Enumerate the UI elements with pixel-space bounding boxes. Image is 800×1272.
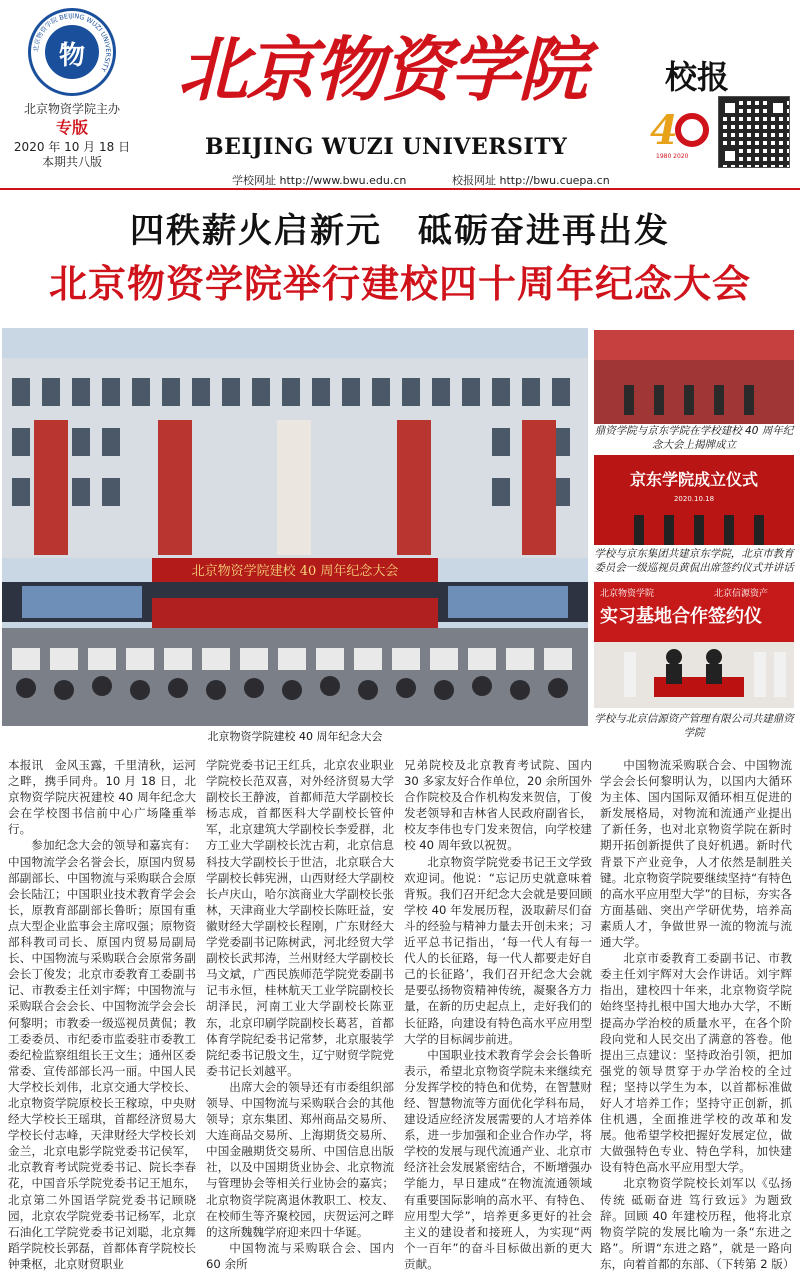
paragraph: 北京物资学院校长刘军以《弘扬传统 砥砺奋进 笃行致远》为题致辞。回顾 40 年建校历程，他将北京物资学院的发展比喻为一条“东进之路”。所谓“东进之路”，就是一路向东，向着首都的东部、（下转第 2 版）	[600, 1176, 795, 1271]
main-headline: 北京物资学院举行建校四十周年纪念大会	[48, 261, 751, 306]
side-photo-3	[594, 582, 794, 708]
paragraph: 兄弟院校及北京教育考试院、国内 30 多家友好合作单位，20 余所国外合作院校及合作机构发来贺信，丁俊发老领导和吉林省人民政府副省长，校友李伟也专门发来贺信，向学校建校 40 周年致以祝贺。	[404, 758, 592, 853]
article-col-1	[8, 757, 196, 1272]
main-photo	[2, 328, 588, 726]
issue-date: 2020 年 10 月 18 日	[13, 140, 131, 154]
school-website[interactable]: 学校网址 http://www.bwu.edu.cn	[232, 174, 407, 187]
svg-text:北京物资学院建校 40 周年纪念大会: 北京物资学院建校 40 周年纪念大会	[191, 564, 399, 579]
article-col-3	[404, 757, 592, 1272]
school-logo	[28, 8, 116, 96]
side-photo-1-caption: 鼎资学院与京东学院在学校建校 40 周年纪念大会上揭牌成立	[594, 425, 794, 451]
svg-text:1980 2020: 1980 2020	[656, 153, 689, 160]
paragraph: 中国物流与采购联合会、国内 60 余所	[206, 1240, 394, 1271]
article-col-4	[600, 757, 795, 1272]
edition-label: 专版	[55, 118, 88, 137]
svg-text:京东学院成立仪式: 京东学院成立仪式	[629, 470, 759, 489]
side-photo-3-caption: 学校与北京信源资产管理有限公司共建鼎资学院	[594, 713, 794, 739]
logo-mark-icon: 物	[59, 41, 86, 71]
svg-text:2020.10.18: 2020.10.18	[673, 495, 715, 503]
masthead-english: BEIJING WUZI UNIVERSITY	[205, 134, 568, 160]
paragraph: 学院党委书记王红兵，北京农业职业学院校长范双喜，对外经济贸易大学副校长王静波，首都师范大学副校长杨志成，首都医科大学副校长管仲军，北京建筑大学副校长李爱群，北方工业大学副校长沈古莉，北京信息科技大学副校长于世洁，北京联合大学副校长韩宪洲，山西财经大学副校长卢庆山，哈尔滨商业大学副校长张林，天津商业大学副校长陈旺益，安徽财经大学副校长程刚，广东财经大学党委副书记陈树武，河北经贸大学副校长武邦涛，兰州财经大学副校长马文斌，广西民族师范学院党委副书记韦永恒，桂林航天工业学院副校长胡泽民，河南工业大学副校长陈亚东，北京印刷学院副校长葛茗，首都体育学院纪委书记常梦，北京服装学院纪委书记殷文生，辽宁财贸学院党委书记长刘越平。	[206, 758, 394, 1078]
qr-code-icon	[718, 96, 790, 168]
sponsor-line: 北京物资学院主办	[23, 102, 120, 116]
svg-text:实习基地合作签约仪: 实习基地合作签约仪	[600, 606, 762, 627]
svg-text:北京信源资产: 北京信源资产	[714, 589, 769, 599]
svg-text:4: 4	[650, 107, 678, 154]
side-photo-2	[594, 455, 794, 545]
paragraph: 本报讯 金风玉露，千里清秋，运河之畔，携手同舟。10 月 18 日，北京物资学院庆祝建校 40 周年纪念大会在学校图书信前中心广场隆重举行。	[8, 758, 196, 837]
main-photo-caption: 北京物资学院建校 40 周年纪念大会	[207, 730, 383, 743]
paragraph: 参加纪念大会的领导和嘉宾有：中国物流学会名誉会长，原国内贸易部副部长、中国物流与采购联合会原会长陆江；中国职业技术教育学会会长，原教育部副部长鲁昕；原国有重点大型企业监事会主席叹强；原物资部科教司司长、原国内贸易局副局长、中国物流与采购联合会原常务副会长丁俊发；北京市委教育工委副书记、市教委主任刘宇辉；中国物流与采购联合会会长、中国物流学会会长何黎明；市教委一级巡视员黄侃；教工委委员、市纪委市监委驻市委教工委纪检监察组组长王文生；通州区委常委、宣传部部长冯一丽。中国人民大学校长刘伟，北京交通大学校长、北京物资学院原校长王稼琼，中央财经大学校长王瑶琪，首都经济贸易大学校长付志峰，天津财经大学校长刘金兰，北京电影学院党委书记侯军，北京教育考试院党委书记、院长李春花，中国音乐学院党委书记王旭东，北京第二外国语学院党委书记顾晓园，北京农学院党委书记杨军，北京石油化工学院党委书记刘聪，北京舞蹈学院校长郭磊，首都体育学院校长钟秉枢，北京财贸职业	[8, 838, 196, 1271]
logo-ring-text	[31, 11, 113, 93]
paragraph: 北京物资学院党委书记王文学致欢迎词。他说：“忘记历史就意味着背叛。我们召开纪念大会就是要回顾学校 40 年发展历程，汲取薪尽们奋斗的经验与精神力量去开创未来；习近平总书记指出，‘每一代人有每一代人的长征路，每一代人都要走好自己的长征路’，我们召开纪念大会就是要弘扬物资精神传统，凝聚各方力量，在新的历史起点上，走好我们的长征路，向建设有特色高水平应用型大学的目标阔步前进。	[404, 854, 592, 1046]
anniversary-40-logo	[650, 102, 710, 162]
masthead-divider	[0, 188, 800, 190]
paper-website[interactable]: 校报网址 http://bwu.cuepa.cn	[452, 174, 610, 187]
side-photo-1	[594, 330, 794, 424]
paragraph: 中国职业技术教育学会会长鲁昕表示，希望北京物资学院未来继续充分发挥学校的特色和优势，在智慧财经、智慧物流等方面优化学科布局，建设适应经济发展需要的人才培养体系，进一步加强和企业合作办学，将学校的发展与现代流通产业、北京市经济社会发展紧密结合，不断增强办学能力，早日建成“在物流流通领域有重要国际影响的高水平、有特色、应用型大学”，培养更多更好的社会主义的建设者和接班人，为实现“两个一百年”的奋斗目标做出新的更大贡献。	[404, 1047, 592, 1271]
paragraph: 北京市委教育工委副书记、市教委主任刘宇辉对大会作讲话。刘宇辉指出，建校四十年来，北京物资学院始终坚持扎根中国大地办大学，不断提高办学治校的质量水平，在各个阶段向党和人民交出了满意的答卷。他提出三点建议：坚持政治引领，把加强党的领导贯穿于办学治校的全过程；坚持以学生为本，以首都标准做好人才培养工作；坚持守正创新，抓住机遇，全面推进学校的改革和发展。他希望学校把握好发展定位，做大做强特色专业、特色学科，加快建设有特色高水平应用型大学。	[600, 951, 792, 1175]
masthead-title: 北京物资学院	[178, 28, 586, 111]
sub-headline: 四秩薪火启新元 砥砺奋进再出发	[130, 211, 670, 251]
side-photo-2-caption: 学校与京东集团共建京东学院，北京市教育委员会一级巡视员黄侃出席签约仪式并讲话	[594, 548, 794, 574]
masthead-xiaobao: 校报	[665, 58, 730, 96]
page-count: 本期共八版	[41, 155, 102, 169]
paragraph: 中国物流采购联合会、中国物流学会会长何黎明认为，以国内大循环为主体、国内国际双循环相互促进的新发展格局，对物流和流通产业提出了新任务，也对北京物资学院在新时期开拓创新提供了良好机遇。新时代背景下产业竞争，人才依然是制胜关键。北京物资学院要继续坚持“有特色的高水平应用型大学”的目标，夯实各方面基础、突出产学研优势，培养高素质人才，争做世界一流的物流与流通大学。	[600, 758, 792, 950]
svg-text:北京物资学院: 北京物资学院	[600, 589, 655, 599]
paragraph: 出席大会的领导还有市委组织部领导、中国物流与采购联合会的其他领导；京东集团、郑州商品交易所、大连商品交易所、上海期货交易所、中国金融期货交易所、中国信息出版社，以及中国期货业协会、北京物流与管理协会等相关行业协会的嘉宾；北京物资学院离退休教职工、校友、在校师生等齐聚校园，庆贺运河之畔的这所魏魏学府迎来四十华诞。	[206, 1079, 394, 1239]
article-col-2	[206, 757, 394, 1272]
svg-text:北京物资学院 BEIJING WUZI UNIVERSITY: 北京物资学院 BEIJING WUZI UNIVERSITY	[31, 11, 113, 73]
